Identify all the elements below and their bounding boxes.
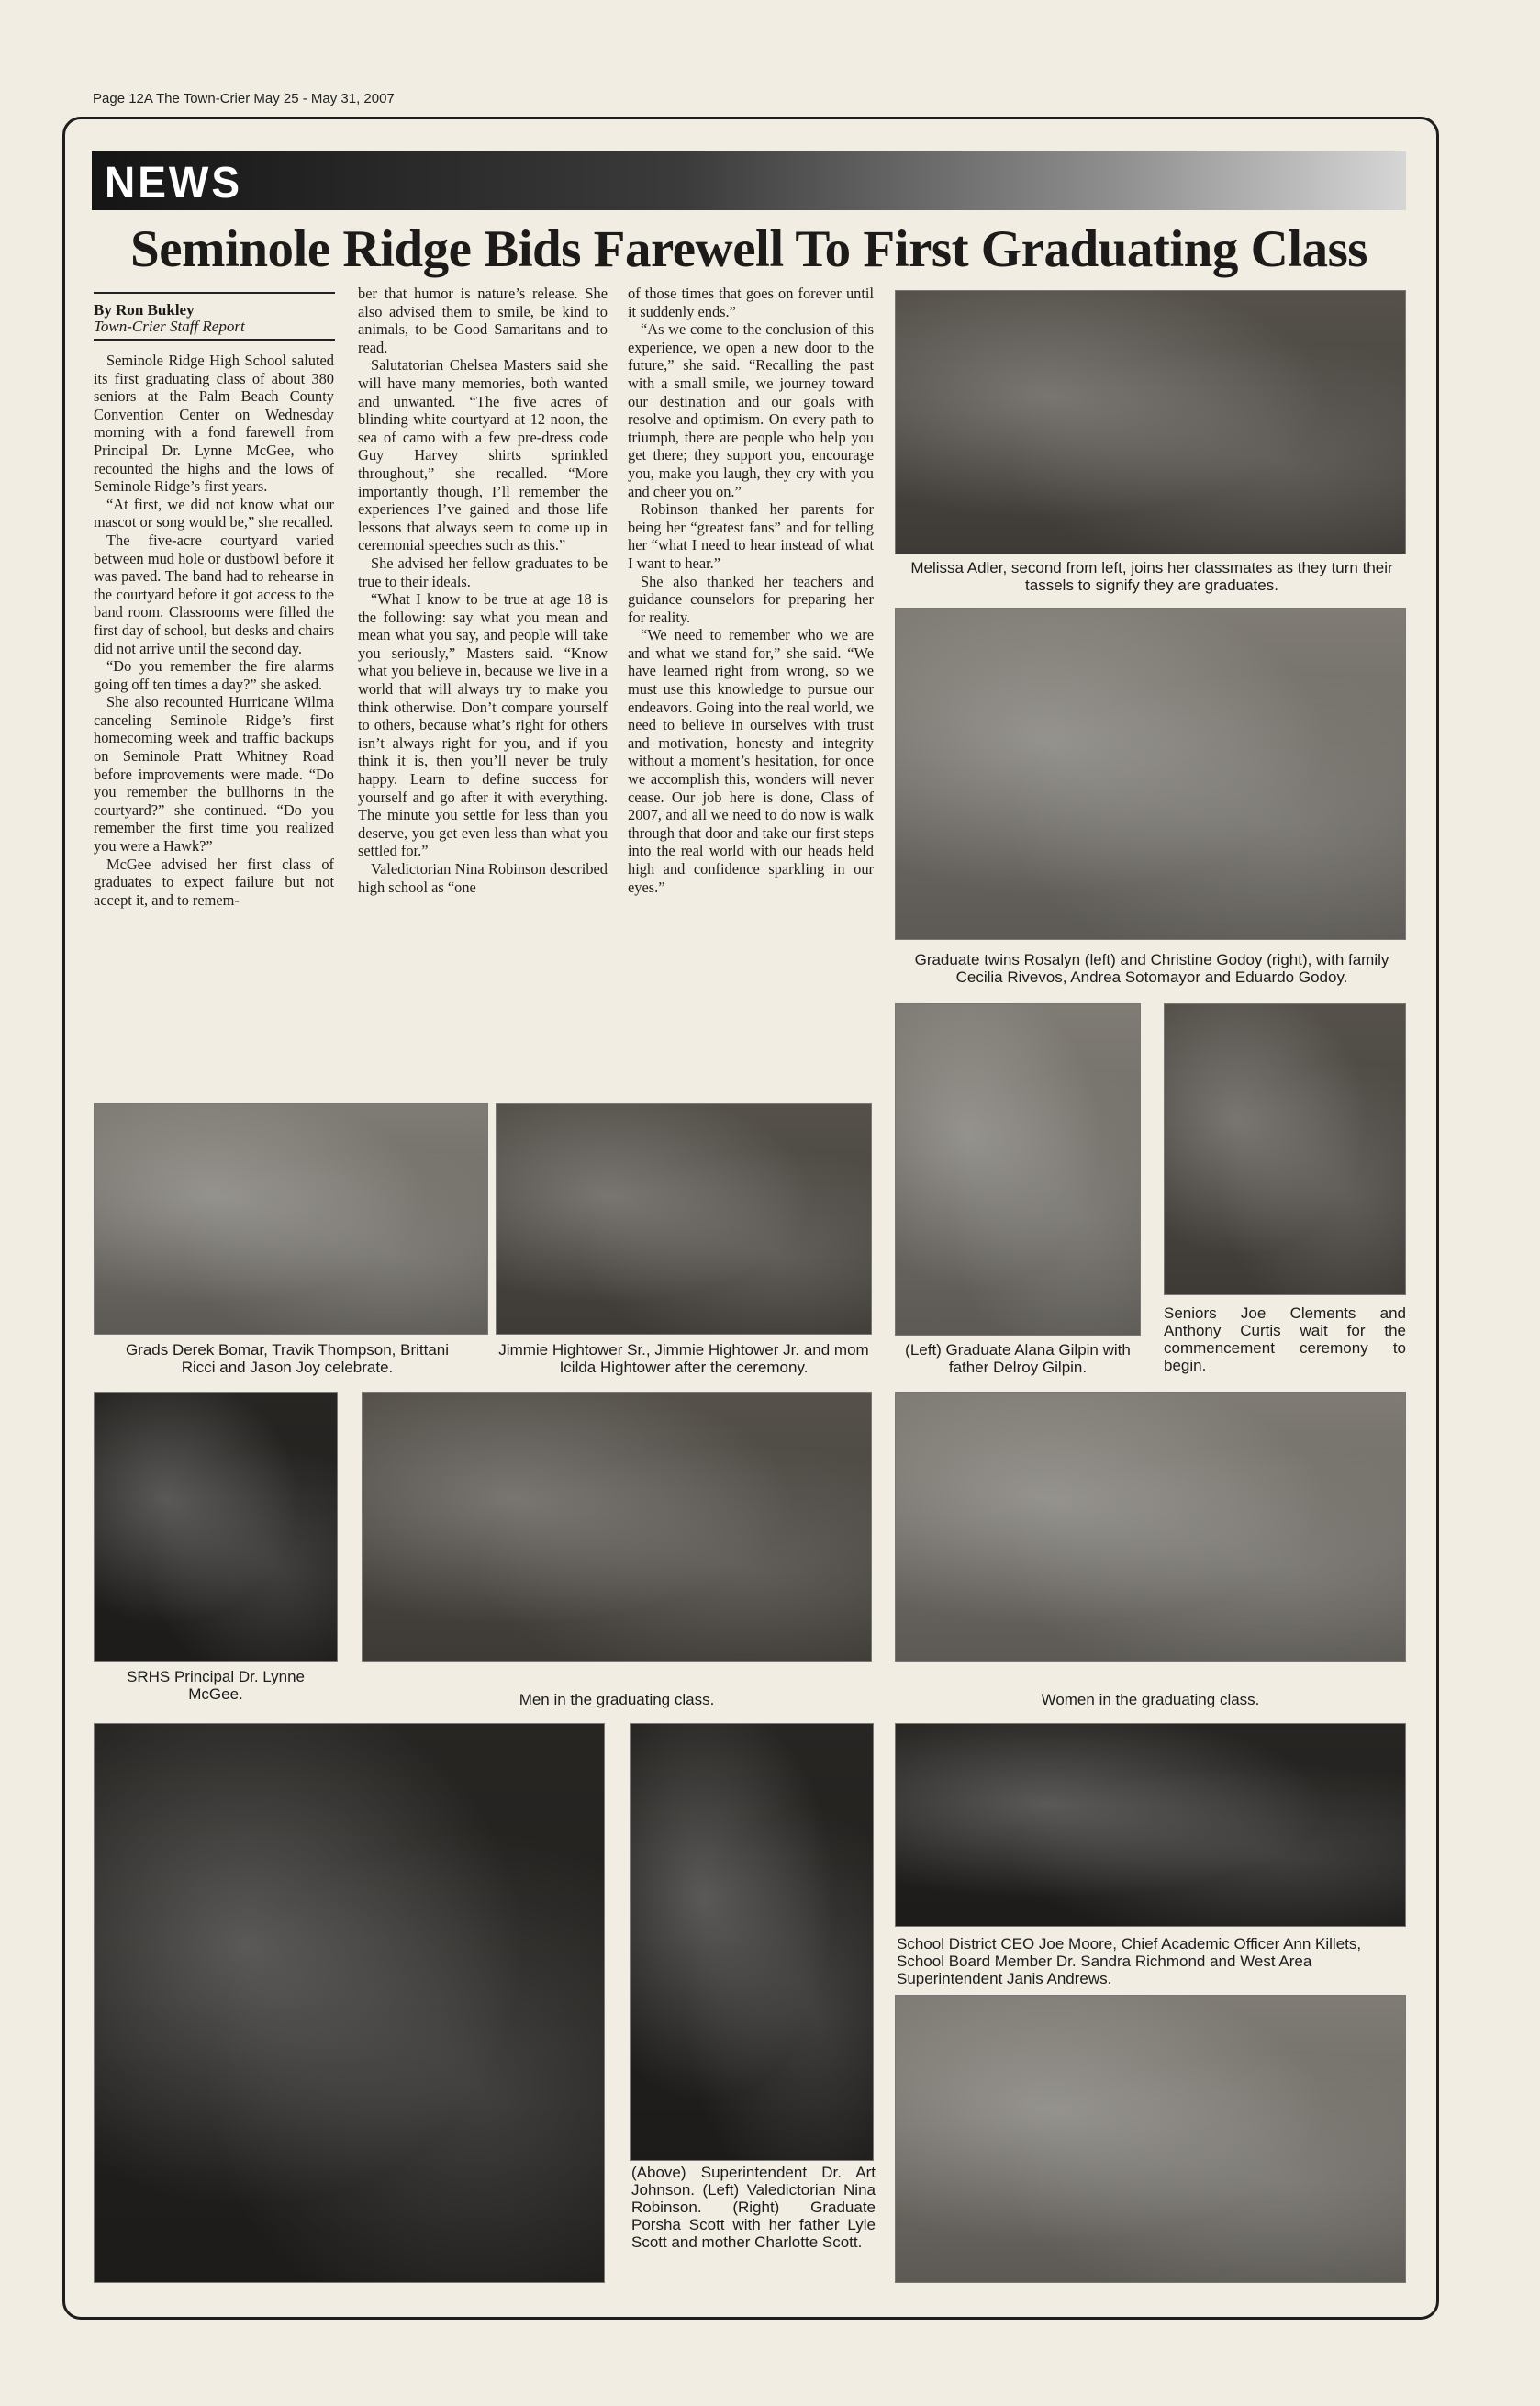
photo-tassels [895,290,1406,554]
article-column-3 [628,285,874,1096]
article-paragraph: Robinson thanked her parents for being her “greatest fans” and for telling her “what I need to hear instead of what I want to hear.” [628,500,874,572]
caption-tassels: Melissa Adler, second from left, joins her classmates as they turn their tassels to signify they are graduates. [910,559,1393,594]
photo-valedictorian [94,1723,605,2283]
photo-twins [895,608,1406,940]
caption-women: Women in the graduating class. [1041,1691,1260,1708]
article-paragraph: McGee advised her first class of graduates to expect failure but not accept it, and to remem- [94,855,334,909]
article-paragraph: Salutatorian Chelsea Masters said she will have many memories, both wanted and unwanted. “The five acres of blinding white courtyard at 12 noon, the sea of camo with a few pre-dress code Guy Harvey shirts sprinkled throughout,” she recalled. “More importantly though, I’ll remember the experiences I’ve gained and those life lessons that always seem to come up in ceremonial speeches such as this.” [358,356,608,554]
byline-role: Town-Crier Staff Report [94,318,245,335]
caption-gilpin: (Left) Graduate Alana Gilpin with father Delroy Gilpin. [905,1341,1131,1376]
article-paragraph: She also recounted Hurricane Wilma canceling Seminole Ridge’s first homecoming week and traffic backups on Seminole Pratt Whitney Road before improvements were made. “Do you remember the bullhorns in the courtyard?” she continued. “Do you remember the first time you realized you were a Hawk?” [94,693,334,856]
photo-scott-family [895,1995,1406,2283]
caption-hightower: Jimmie Hightower Sr., Jimmie Hightower Jr. and mom Icilda Hightower after the ceremony. [498,1341,869,1376]
byline [94,292,335,341]
article-paragraph: She also thanked her teachers and guidance counselors for preparing her for reality. [628,572,874,626]
article-paragraph: of those times that goes on forever until it suddenly ends.” [628,285,874,320]
photo-principal [94,1392,338,1662]
byline-name: By Ron Bukley [94,301,195,319]
photo-hightower [496,1103,872,1335]
caption-grads: Grads Derek Bomar, Travik Thompson, Brittani Ricci and Jason Joy celebrate. [125,1341,450,1376]
caption-officials: School District CEO Joe Moore, Chief Academic Officer Ann Killets, School Board Member Dr. Sandra Richmond and West Area Superintendent Janis Andrews. [897,1935,1362,1987]
caption-twins: Graduate twins Rosalyn (left) and Christine Godoy (right), with family Cecilia Rivevos, Andrea Sotomayor and Eduardo Godoy. [914,951,1389,986]
section-banner [92,151,1406,210]
photo-women [895,1392,1406,1662]
caption-men: Men in the graduating class. [519,1691,715,1708]
article-paragraph: Valedictorian Nina Robinson described high school as “one [358,860,608,896]
page-folio: Page 12A The Town-Crier May 25 - May 31, 2007 [93,91,395,106]
article-paragraph: She advised her fellow graduates to be true to their ideals. [358,554,608,590]
caption-superintendent: (Above) Superintendent Dr. Art Johnson. (Left) Valedictorian Nina Robinson. (Right) Graduate Porsha Scott with her father Lyle Scott and mother Charlotte Scott. [631,2164,876,2251]
photo-seniors [1164,1003,1406,1295]
caption-seniors: Seniors Joe Clements and Anthony Curtis wait for the commencement ceremony to begin. [1164,1304,1406,1374]
article-paragraph: “What I know to be true at age 18 is the following: say what you mean and mean what you say, and people will take you seriously,” Masters said. “Know what you believe in, because we live in a world that will always try to make you think otherwise. Don’t compare yourself to others, because what’s right for others isn’t always right for you, and if you think it is, then you’ll never be truly happy. Learn to define success for yourself and go after it with everything. The minute you settle for less than you deserve, you get even less than what you settled for.” [358,590,608,860]
article-column-1 [94,352,334,1095]
section-label: NEWS [105,156,242,207]
article-paragraph: ber that humor is nature’s release. She also advised them to smile, be kind to animals, to be Good Samaritans and to read. [358,285,608,356]
caption-principal: SRHS Principal Dr. Lynne McGee. [126,1668,305,1703]
photo-grads [94,1103,488,1335]
article-paragraph: “At first, we did not know what our mascot or song would be,” she recalled. [94,495,334,532]
article-paragraph: “Do you remember the fire alarms going off ten times a day?” she asked. [94,657,334,693]
photo-men [362,1392,872,1662]
article-paragraph: The five-acre courtyard varied between mud hole or dustbowl before it was paved. The band had to rehearse in the courtyard before it got access to the band room. Classrooms were filled the first day of school, but desks and chairs did not arrive until the second day. [94,531,334,657]
photo-officials [895,1723,1406,1927]
photo-superintendent [630,1723,874,2161]
article-paragraph: “As we come to the conclusion of this experience, we open a new door to the future,” she said. “Recalling the past with a small smile, we journey toward our destination and our goals with resolve and optimism. On every path to triumph, there are people who help you get there; they support you, encourage you, make you laugh, they cry with you and cheer you on.” [628,320,874,500]
article-column-2 [358,285,608,1096]
article-paragraph: “We need to remember who we are and what we stand for,” she said. “We have learned right from wrong, so we must use this knowledge to pursue our endeavors. Going into the real world, we need to believe in ourselves with trust and motivation, honesty and integrity without a moment’s hesitation, for once we accomplish this, wonders will never cease. Our job here is done, Class of 2007, and all we need to do now is walk through that door and take our first steps into the real world with our heads held high and confidence sparkling in our eyes.” [628,626,874,896]
article-paragraph: Seminole Ridge High School saluted its first graduating class of about 380 seniors at the Palm Beach County Convention Center on Wednesday morning with a fond farewell from Principal Dr. Lynne McGee, who recounted the highs and the lows of Seminole Ridge’s first years. [94,352,334,496]
article-headline: Seminole Ridge Bids Farewell To First Graduating Class [130,220,1367,278]
photo-gilpin [895,1003,1141,1336]
